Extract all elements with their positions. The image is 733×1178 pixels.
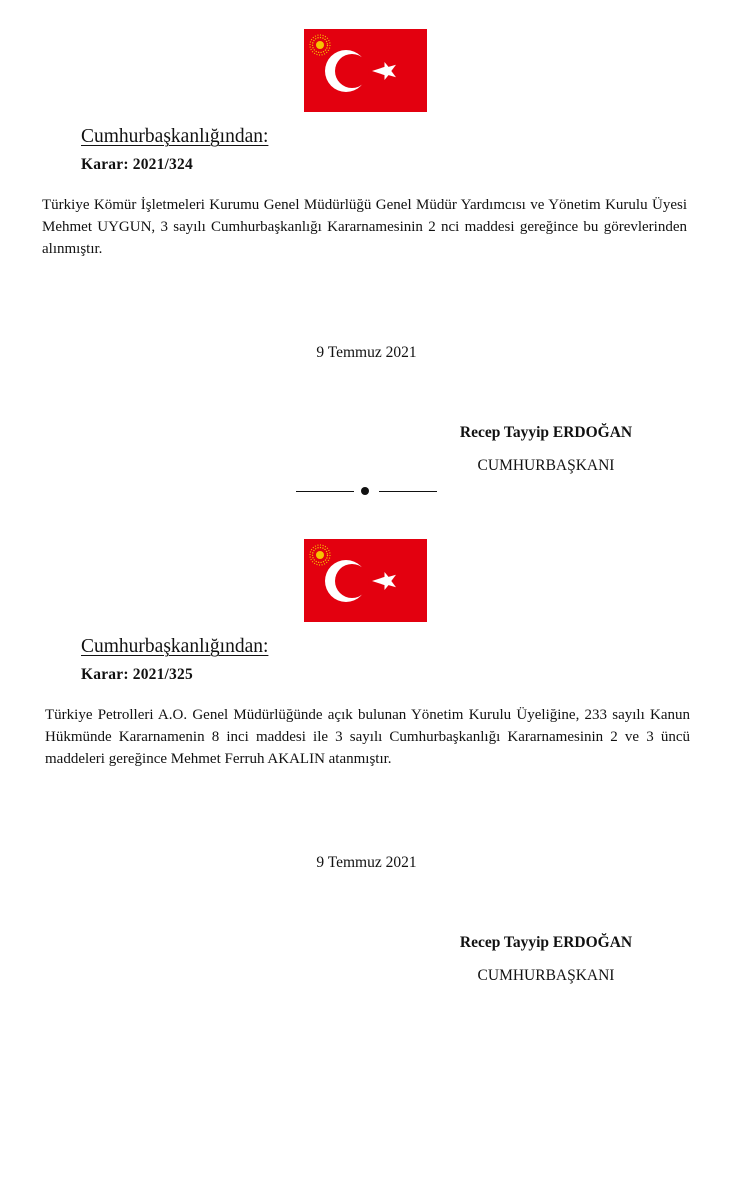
signer-name: Recep Tayyip ERDOĞAN	[459, 934, 633, 951]
separator-bullet-icon	[296, 482, 437, 496]
signer-title: CUMHURBAŞKANI	[477, 967, 615, 984]
turkish-flag-with-presidential-seal-icon	[304, 539, 427, 622]
signer-name: Recep Tayyip ERDOĞAN	[459, 424, 633, 441]
separator-line-left	[296, 491, 354, 492]
turkish-flag-with-presidential-seal-icon	[304, 29, 427, 112]
flag-graphic	[304, 539, 427, 622]
decision-text: Türkiye Petrolleri A.O. Genel Müdürlüğünde açık bulunan Yönetim Kurulu Üyeliğine, 233 sayılı Kanun Hükmünde Kararnamenin 8 inci maddesi ile 3 sayılı Cumhurbaşkanlığı Kararnamesinin 2 ve 3 üncü maddeleri gereğince Mehmet Ferruh AKALIN atanmıştır.	[45, 707, 690, 767]
decision-date: 9 Temmuz 2021	[316, 854, 417, 871]
decision-text: Türkiye Kömür İşletmeleri Kurumu Genel Müdürlüğü Genel Müdür Yardımcısı ve Yönetim Kurulu Üyesi Mehmet UYGUN, 3 sayılı Cumhurbaşkanlığı Kararnamesinin 2 nci maddesi gereğince bu görevlerinden alınmıştır.	[42, 197, 687, 257]
decision-number: Karar: 2021/325	[81, 666, 193, 683]
authority-heading: Cumhurbaşkanlığından:	[81, 126, 269, 147]
decision-number: Karar: 2021/324	[81, 156, 193, 173]
authority-heading: Cumhurbaşkanlığından:	[81, 636, 269, 657]
flag-graphic	[304, 29, 427, 112]
separator-dot	[361, 487, 369, 495]
separator-line-right	[379, 491, 437, 492]
decision-date: 9 Temmuz 2021	[316, 344, 417, 361]
signer-title: CUMHURBAŞKANI	[477, 457, 615, 474]
